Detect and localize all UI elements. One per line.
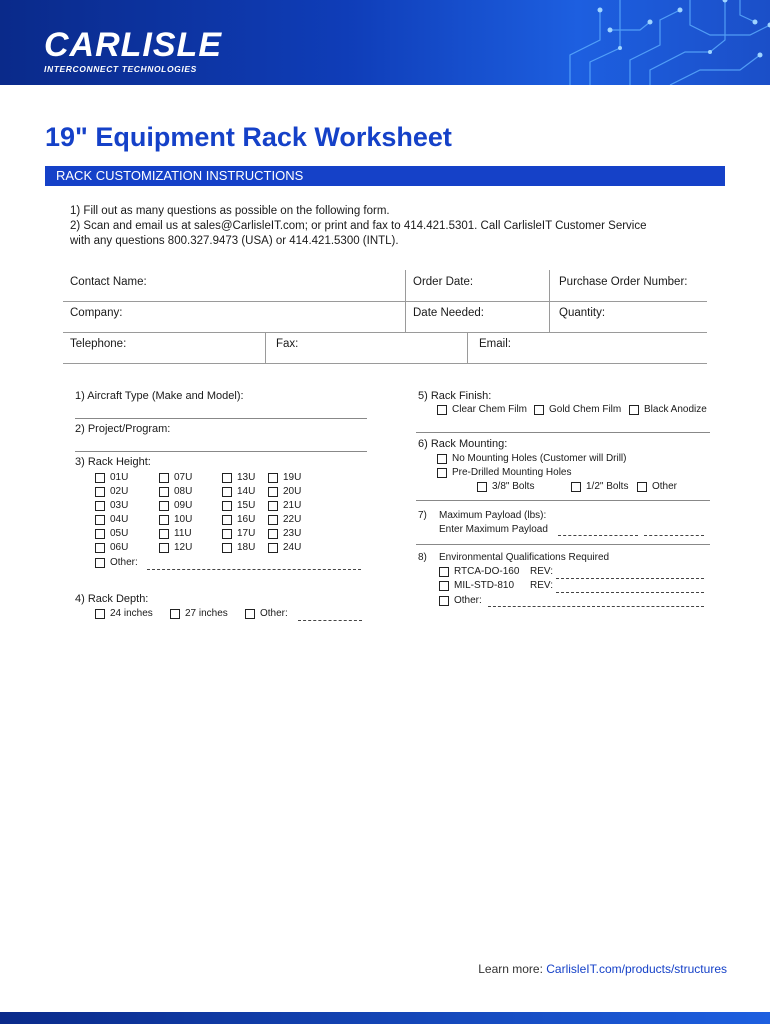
divider — [405, 270, 406, 332]
checkbox[interactable] — [268, 543, 278, 553]
footer-prefix: Learn more: — [478, 962, 547, 976]
q2-project: 2) Project/Program: — [75, 423, 171, 435]
checkbox[interactable] — [534, 405, 544, 415]
answer-line[interactable] — [75, 451, 367, 452]
height-option[interactable]: 09U — [159, 500, 192, 511]
checkbox[interactable] — [95, 473, 105, 483]
po-number-label: Purchase Order Number: — [559, 276, 688, 288]
height-option[interactable]: 22U — [268, 514, 301, 525]
checkbox[interactable] — [222, 543, 232, 553]
finish-option[interactable]: Black Anodize — [629, 404, 707, 415]
mounting-option[interactable]: No Mounting Holes (Customer will Drill) — [437, 453, 627, 464]
checkbox[interactable] — [95, 501, 105, 511]
height-option[interactable]: 02U — [95, 486, 128, 497]
fax-label: Fax: — [276, 338, 299, 350]
instruction-line: with any questions 800.327.9473 (USA) or 414.421.5300 (INTL). — [70, 235, 399, 247]
telephone-label: Telephone: — [70, 338, 127, 350]
checkbox[interactable] — [159, 529, 169, 539]
checkbox[interactable] — [439, 567, 449, 577]
q7-enter-payload: Enter Maximum Payload — [439, 524, 548, 535]
checkbox[interactable] — [95, 543, 105, 553]
q6-rack-mounting: 6) Rack Mounting: — [418, 438, 508, 450]
rev-field[interactable] — [556, 578, 704, 579]
divider — [416, 432, 710, 433]
checkbox[interactable] — [268, 515, 278, 525]
order-date-label: Order Date: — [413, 276, 474, 288]
checkbox[interactable] — [637, 482, 647, 492]
mounting-option[interactable]: Pre-Drilled Mounting Holes — [437, 467, 572, 478]
checkbox[interactable] — [437, 454, 447, 464]
height-option[interactable]: 01U — [95, 472, 128, 483]
divider — [63, 332, 707, 333]
divider — [63, 363, 707, 364]
payload-field[interactable] — [558, 535, 638, 536]
bolt-option[interactable]: 3/8" Bolts — [477, 481, 534, 492]
rev-field[interactable] — [556, 592, 704, 593]
checkbox[interactable] — [170, 609, 180, 619]
height-option[interactable]: 13U — [222, 472, 255, 483]
checkbox[interactable] — [95, 487, 105, 497]
instruction-line: 2) Scan and email us at sales@CarlisleIT.com; or print and fax to 414.421.5301. Call CarlisleIT Customer Service — [70, 220, 647, 232]
checkbox[interactable] — [437, 405, 447, 415]
q7-max-payload: Maximum Payload (lbs): — [439, 510, 547, 521]
checkbox[interactable] — [222, 515, 232, 525]
checkbox[interactable] — [571, 482, 581, 492]
finish-option[interactable]: Clear Chem Film — [437, 404, 527, 415]
divider — [416, 500, 710, 501]
checkbox[interactable] — [439, 581, 449, 591]
quantity-label: Quantity: — [559, 307, 606, 319]
contact-name-label: Contact Name: — [70, 276, 147, 288]
height-option[interactable]: 18U — [222, 542, 255, 553]
section-bar: RACK CUSTOMIZATION INSTRUCTIONS — [45, 166, 725, 186]
instruction-line: 1) Fill out as many questions as possible on the following form. — [70, 205, 390, 217]
bolt-option[interactable]: Other — [637, 481, 677, 492]
page-title: 19" Equipment Rack Worksheet — [45, 122, 452, 152]
height-option[interactable]: 23U — [268, 528, 301, 539]
depth-option[interactable]: 27 inches — [170, 608, 228, 619]
height-option[interactable]: 03U — [95, 500, 128, 511]
company-label: Company: — [70, 307, 123, 319]
header-banner — [0, 0, 770, 85]
qual-option[interactable]: MIL-STD-810 — [439, 580, 514, 591]
checkbox[interactable] — [159, 543, 169, 553]
checkbox[interactable] — [95, 515, 105, 525]
checkbox[interactable] — [159, 515, 169, 525]
qual-other-field[interactable] — [488, 606, 704, 607]
qual-option[interactable]: RTCA-DO-160 — [439, 566, 519, 577]
checkbox[interactable] — [437, 468, 447, 478]
checkbox[interactable] — [159, 487, 169, 497]
answer-line[interactable] — [75, 418, 367, 419]
checkbox[interactable] — [159, 473, 169, 483]
email-label: Email: — [479, 338, 511, 350]
height-option[interactable]: 04U — [95, 514, 128, 525]
checkbox[interactable] — [477, 482, 487, 492]
checkbox[interactable] — [245, 609, 255, 619]
checkbox[interactable] — [268, 501, 278, 511]
checkbox[interactable] — [95, 609, 105, 619]
q4-rack-depth: 4) Rack Depth: — [75, 593, 149, 605]
height-option[interactable]: 10U — [159, 514, 192, 525]
checkbox[interactable] — [95, 558, 105, 568]
height-option[interactable]: 11U — [159, 528, 192, 539]
footer-band — [0, 1012, 770, 1024]
q8-env-quals: Environmental Qualifications Required — [439, 552, 610, 563]
finish-option[interactable]: Gold Chem Film — [534, 404, 621, 415]
height-option[interactable]: 14U — [222, 486, 255, 497]
checkbox[interactable] — [439, 596, 449, 606]
checkbox[interactable] — [268, 473, 278, 483]
height-option[interactable]: 15U — [222, 500, 255, 511]
checkbox[interactable] — [222, 529, 232, 539]
divider — [265, 332, 266, 363]
height-option[interactable]: 12U — [159, 542, 192, 553]
q1-aircraft-type: 1) Aircraft Type (Make and Model): — [75, 390, 244, 402]
logo-wordmark: CARLISLE — [44, 26, 222, 64]
depth-option[interactable]: 24 inches — [95, 608, 153, 619]
q7-number: 7) — [418, 510, 427, 521]
checkbox[interactable] — [95, 529, 105, 539]
logo-tagline: INTERCONNECT TECHNOLOGIES — [44, 64, 197, 74]
height-option[interactable]: 21U — [268, 500, 301, 511]
checkbox[interactable] — [268, 487, 278, 497]
qual-other-option[interactable]: Other: — [439, 595, 482, 606]
height-option[interactable]: 06U — [95, 542, 128, 553]
date-needed-label: Date Needed: — [413, 307, 484, 319]
q8-number: 8) — [418, 552, 427, 563]
divider — [549, 270, 550, 332]
circuit-graphic — [510, 0, 770, 85]
brand-logo — [44, 28, 222, 74]
height-option[interactable]: 17U — [222, 528, 255, 539]
rev-label: REV: — [530, 566, 553, 577]
height-option[interactable]: 16U — [222, 514, 255, 525]
footer-link[interactable]: CarlisleIT.com/products/structures — [546, 962, 727, 976]
height-other-field[interactable] — [147, 569, 361, 570]
payload-unit-field[interactable] — [644, 535, 704, 536]
depth-other-field[interactable] — [298, 620, 362, 621]
q5-rack-finish: 5) Rack Finish: — [418, 390, 492, 402]
checkbox[interactable] — [159, 501, 169, 511]
checkbox[interactable] — [629, 405, 639, 415]
height-option[interactable]: 19U — [268, 472, 301, 483]
checkbox[interactable] — [222, 487, 232, 497]
checkbox[interactable] — [222, 501, 232, 511]
instructions — [70, 204, 710, 249]
depth-other-option[interactable]: Other: — [245, 608, 288, 619]
q3-rack-height: 3) Rack Height: — [75, 456, 151, 468]
checkbox[interactable] — [268, 529, 278, 539]
height-option[interactable]: 05U — [95, 528, 128, 539]
divider — [467, 332, 468, 363]
footer-note — [478, 962, 727, 976]
checkbox[interactable] — [222, 473, 232, 483]
height-option[interactable]: 07U — [159, 472, 192, 483]
bolt-option[interactable]: 1/2" Bolts — [571, 481, 628, 492]
height-other-option[interactable]: Other: — [95, 557, 138, 568]
divider — [416, 544, 710, 545]
height-option[interactable]: 24U — [268, 542, 301, 553]
divider — [63, 301, 707, 302]
height-option[interactable]: 08U — [159, 486, 192, 497]
height-option[interactable]: 20U — [268, 486, 301, 497]
rev-label: REV: — [530, 580, 553, 591]
